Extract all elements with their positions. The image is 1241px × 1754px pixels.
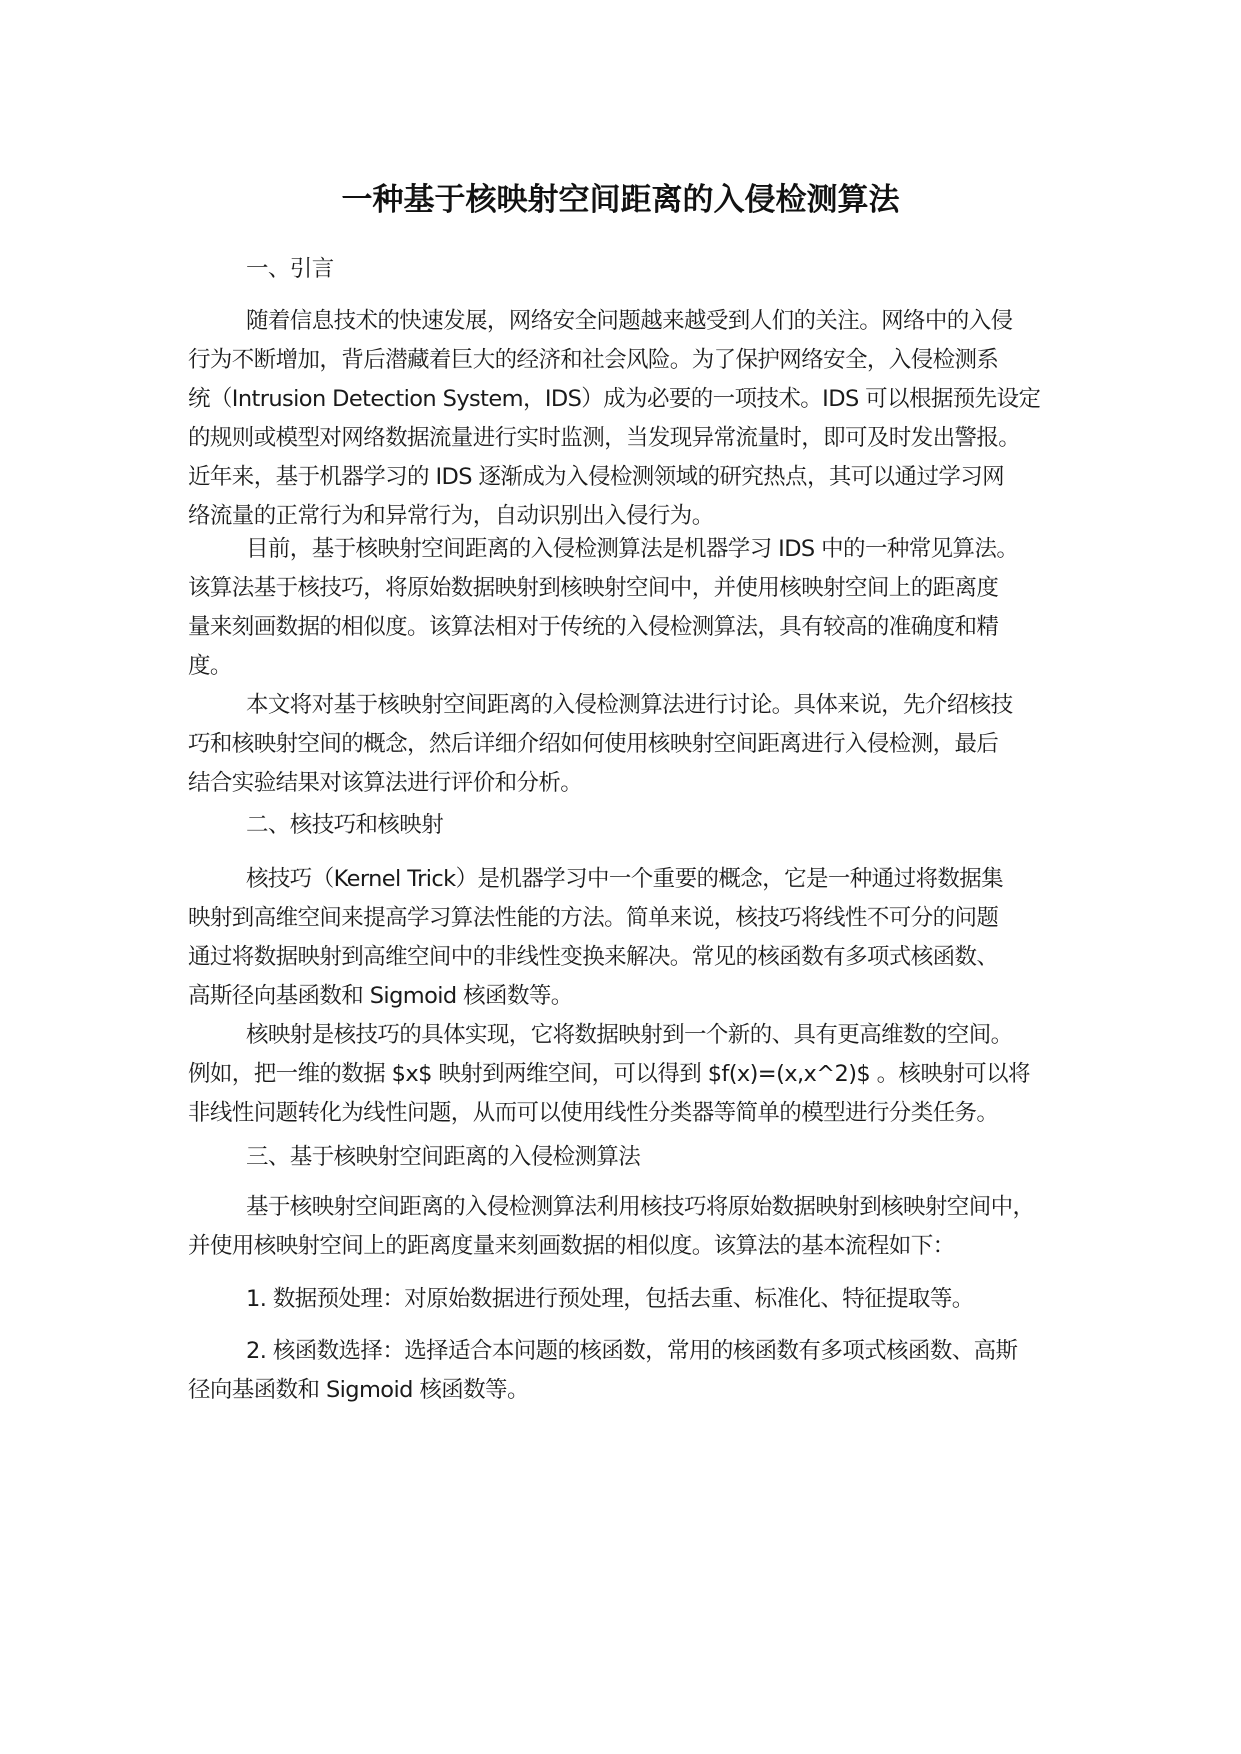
- text-line: 2. 核函数选择：选择适合本问题的核函数，常用的核函数有多项式核函数、高斯: [246, 1338, 1018, 1364]
- text-line: 该算法基于核技巧，将原始数据映射到核映射空间中，并使用核映射空间上的距离度: [188, 575, 999, 601]
- text-line: 目前，基于核映射空间距离的入侵检测算法是机器学习 IDS 中的一种常见算法。: [246, 536, 1019, 562]
- text-line: 巧和核映射空间的概念，然后详细介绍如何使用核映射空间距离进行入侵检测，最后: [188, 731, 999, 757]
- paragraph-intro-3: [188, 686, 1058, 803]
- text-line: 高斯径向基函数和 Sigmoid 核函数等。: [188, 983, 573, 1009]
- text-line: 本文将对基于核映射空间距离的入侵检测算法进行讨论。具体来说，先介绍核技: [246, 692, 1013, 718]
- paragraph-kernel-1: [188, 860, 1058, 1016]
- section-heading-introduction: 一、引言: [246, 256, 334, 282]
- text-line: 统（Intrusion Detection System，IDS）成为必要的一项技术。IDS 可以根据预先设定: [188, 386, 1041, 412]
- list-item-kernel-selection: [188, 1332, 1058, 1410]
- text-line: 径向基函数和 Sigmoid 核函数等。: [188, 1377, 529, 1403]
- text-line: 的规则或模型对网络数据流量进行实时监测，当发现异常流量时，即可及时发出警报。: [188, 425, 1021, 451]
- text-line: 非线性问题转化为线性问题，从而可以使用线性分类器等简单的模型进行分类任务。: [188, 1100, 999, 1126]
- text-line: 例如，把一维的数据 $x$ 映射到两维空间，可以得到 $f(x)=(x,x^2)$ 。核映射可以将: [188, 1061, 1030, 1087]
- paragraph-kernel-2: [188, 1016, 1058, 1133]
- text-line: 核技巧（Kernel Trick）是机器学习中一个重要的概念，它是一种通过将数据集: [246, 866, 1004, 892]
- text-line: 络流量的正常行为和异常行为，自动识别出入侵行为。: [188, 503, 714, 529]
- paragraph-algorithm-1: [188, 1188, 1058, 1266]
- text-line: 基于核映射空间距离的入侵检测算法利用核技巧将原始数据映射到核映射空间中，: [246, 1194, 1035, 1220]
- text-line: 度。: [188, 653, 232, 679]
- text-line: 通过将数据映射到高维空间中的非线性变换来解决。常见的核函数有多项式核函数、: [188, 944, 999, 970]
- text-line: 行为不断增加，背后潜藏着巨大的经济和社会风险。为了保护网络安全，入侵检测系: [188, 347, 999, 373]
- text-line: 映射到高维空间来提高学习算法性能的方法。简单来说，核技巧将线性不可分的问题: [188, 905, 999, 931]
- text-line: 量来刻画数据的相似度。该算法相对于传统的入侵检测算法，具有较高的准确度和精: [188, 614, 999, 640]
- section-heading-kernel-trick: 二、核技巧和核映射: [246, 812, 444, 838]
- text-line: 随着信息技术的快速发展，网络安全问题越来越受到人们的关注。网络中的入侵: [246, 308, 1013, 334]
- text-line: 核映射是核技巧的具体实现，它将数据映射到一个新的、具有更高维数的空间。: [246, 1022, 1013, 1048]
- text-line: 近年来，基于机器学习的 IDS 逐渐成为入侵检测领域的研究热点，其可以通过学习网: [188, 464, 1005, 490]
- text-line: 并使用核映射空间上的距离度量来刻画数据的相似度。该算法的基本流程如下：: [188, 1233, 955, 1259]
- document-title: 一种基于核映射空间距离的入侵检测算法: [341, 182, 900, 218]
- list-item-preprocessing: [188, 1280, 1058, 1319]
- text-line: 1. 数据预处理：对原始数据进行预处理，包括去重、标准化、特征提取等。: [246, 1286, 974, 1312]
- section-heading-algorithm: 三、基于核映射空间距离的入侵检测算法: [246, 1144, 641, 1170]
- paragraph-intro-1: [188, 302, 1058, 536]
- text-line: 结合实验结果对该算法进行评价和分析。: [188, 770, 583, 796]
- paragraph-intro-2: [188, 530, 1058, 686]
